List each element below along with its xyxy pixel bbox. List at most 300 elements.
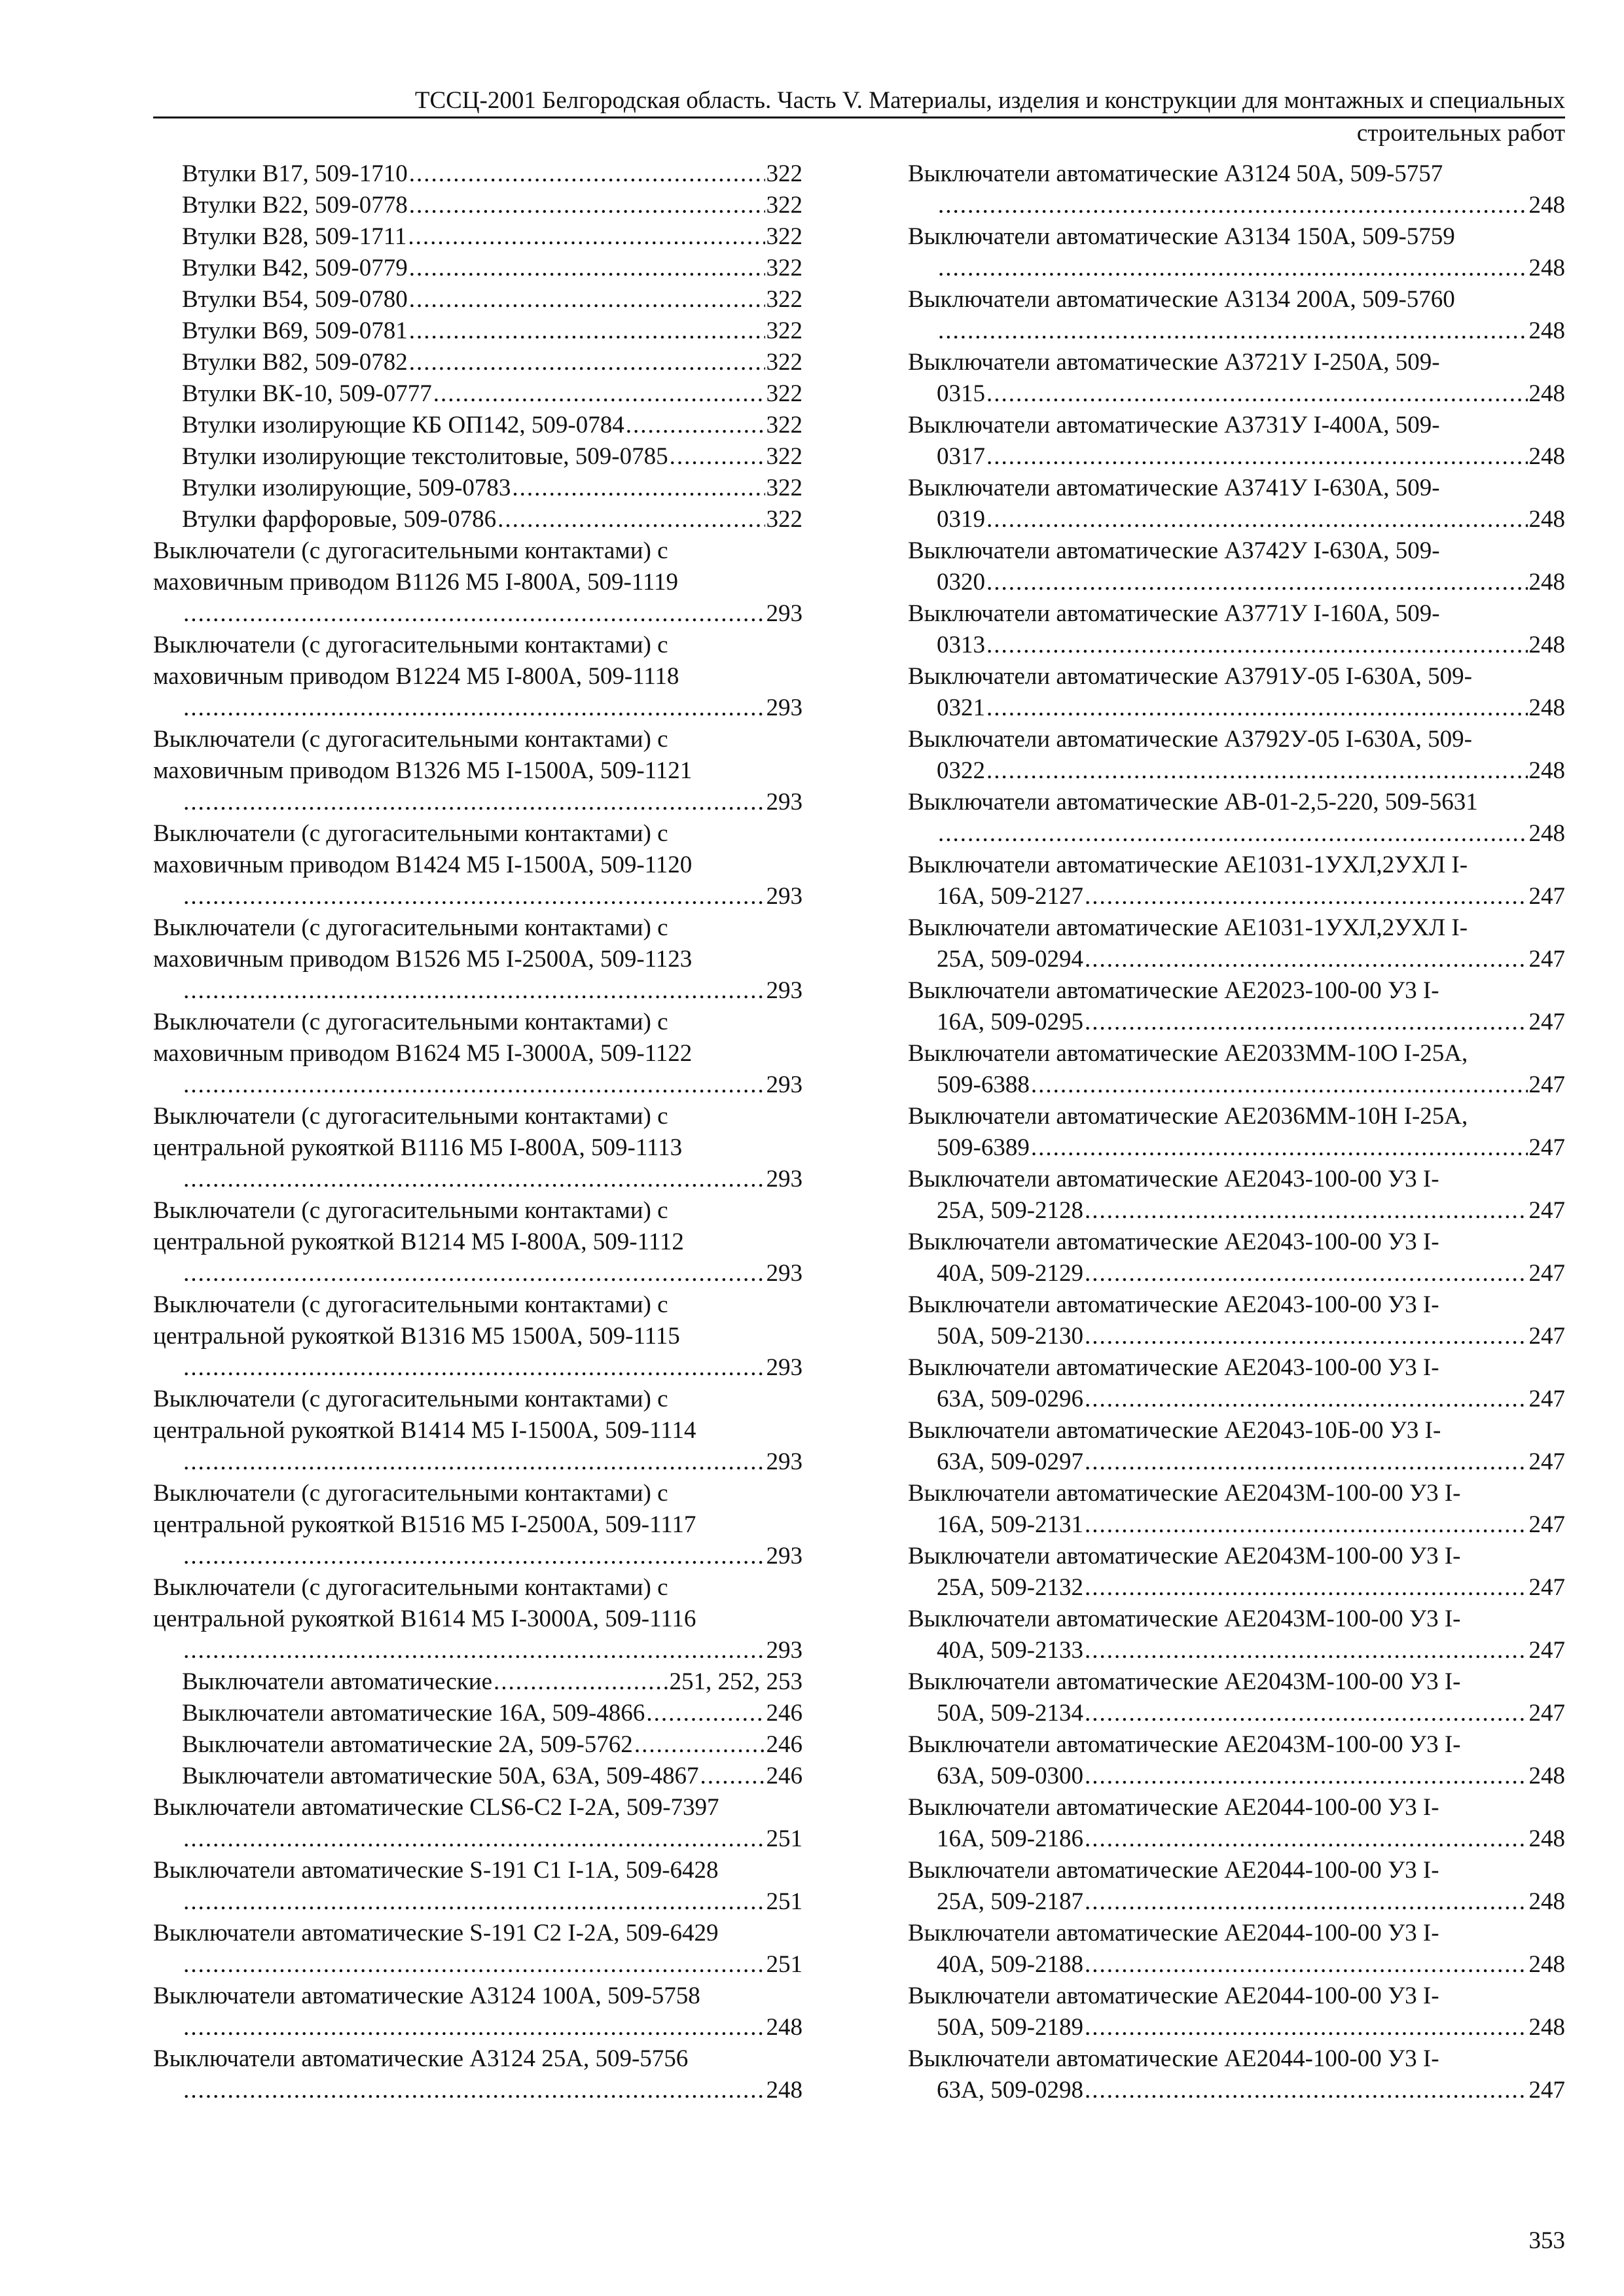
entry-label: 40А, 509-2133 xyxy=(937,1637,1084,1664)
entry-leader-line xyxy=(937,253,1565,284)
leader-dots xyxy=(183,1541,765,1572)
entry-page-ref: 247 xyxy=(1528,1260,1565,1287)
entry-page-ref: 248 xyxy=(1528,1888,1565,1915)
index-entry xyxy=(908,1981,1565,2043)
entry-page-ref: 247 xyxy=(1528,1511,1565,1538)
leader-dots xyxy=(1085,1572,1527,1604)
entry-label: 0315 xyxy=(937,380,985,407)
entry-leader-line xyxy=(182,410,803,441)
entry-text-line: маховичным приводом В1224 М5 I-800А, 509-1118 xyxy=(153,663,679,690)
leader-dots xyxy=(409,158,765,190)
index-entry xyxy=(908,975,1565,1038)
entry-leader-line xyxy=(182,787,803,818)
entry-leader-line xyxy=(182,2012,803,2043)
index-entry xyxy=(153,441,803,473)
entry-page-ref: 248 xyxy=(766,2077,803,2104)
leader-dots xyxy=(1085,1007,1527,1038)
entry-page-ref: 247 xyxy=(1528,1637,1565,1664)
index-entry xyxy=(153,818,803,912)
entry-leader-line xyxy=(182,378,803,410)
entry-text-line: Выключатели (с дугогасительными контактами) с xyxy=(153,914,668,941)
entry-label: 16А, 509-2127 xyxy=(937,883,1084,910)
entry-text-line: Выключатели автоматические АЕ2043М-100-00 У3 I- xyxy=(908,1731,1461,1758)
entry-leader-line xyxy=(182,1164,803,1195)
leader-dots xyxy=(986,441,1528,473)
entry-text-line: Выключатели (с дугогасительными контактами) с xyxy=(153,726,668,753)
entry-label: Втулки В17, 509-1710 xyxy=(182,160,408,187)
entry-label: Втулки В82, 509-0782 xyxy=(182,349,408,376)
entry-leader-line xyxy=(937,1321,1565,1352)
entry-label: 50А, 509-2134 xyxy=(937,1700,1084,1727)
entry-page-ref: 248 xyxy=(1528,255,1565,281)
entry-leader-line xyxy=(937,1886,1565,1918)
entry-label: 63А, 509-0300 xyxy=(937,1763,1084,1789)
entry-label: 0319 xyxy=(937,506,985,533)
entry-page-ref: 247 xyxy=(1528,1574,1565,1601)
entry-label: 50А, 509-2189 xyxy=(937,2014,1084,2041)
entry-page-ref: 322 xyxy=(766,286,803,313)
entry-text-line: маховичным приводом В1624 М5 I-3000А, 509-1122 xyxy=(153,1040,693,1067)
entry-text-line: центральной рукояткой В1414 М5 I-1500А, 509-1114 xyxy=(153,1417,696,1444)
entry-label: Втулки В28, 509-1711 xyxy=(182,223,407,250)
index-entry xyxy=(908,347,1565,410)
index-entry xyxy=(908,1415,1565,1478)
entry-page-ref: 247 xyxy=(1528,1071,1565,1098)
leader-dots xyxy=(409,284,765,315)
leader-dots xyxy=(626,410,765,441)
entry-leader-line xyxy=(182,473,803,504)
entry-leader-line xyxy=(182,1729,803,1761)
entry-text-line: маховичным приводом В1424 М5 I-1500А, 509-1120 xyxy=(153,852,693,878)
index-entry xyxy=(153,284,803,315)
index-entry xyxy=(908,724,1565,787)
entry-text-line: Выключатели автоматические АЕ1031-1УХЛ,2УХЛ I- xyxy=(908,914,1468,941)
leader-dots xyxy=(1085,1635,1527,1666)
entry-leader-line xyxy=(182,2075,803,2106)
entry-leader-line xyxy=(182,253,803,284)
index-entry xyxy=(153,2043,803,2106)
index-entry xyxy=(153,1289,803,1384)
leader-dots xyxy=(183,1258,765,1289)
index-entry xyxy=(153,1761,803,1792)
index-entry xyxy=(908,284,1565,347)
index-entry xyxy=(908,787,1565,850)
leader-dots xyxy=(183,1949,765,1981)
entry-text-line: Выключатели автоматические АЕ2023-100-00 У3 I- xyxy=(908,977,1439,1004)
index-entry xyxy=(908,661,1565,724)
index-entry xyxy=(153,315,803,347)
entry-leader-line xyxy=(182,504,803,535)
index-entry xyxy=(908,1729,1565,1792)
entry-leader-line xyxy=(182,1698,803,1729)
leader-dots xyxy=(938,315,1528,347)
entry-leader-line xyxy=(937,818,1565,850)
entry-text-line: маховичным приводом В1326 М5 I-1500А, 509-1121 xyxy=(153,757,693,784)
entry-page-ref: 322 xyxy=(766,255,803,281)
leader-dots xyxy=(1085,1321,1527,1352)
leader-dots xyxy=(408,221,765,253)
index-entry xyxy=(153,378,803,410)
leader-dots xyxy=(1085,1698,1527,1729)
index-entry xyxy=(153,158,803,190)
entry-text-line: Выключатели автоматические АЕ2043-100-00 У3 I- xyxy=(908,1291,1439,1318)
leader-dots xyxy=(183,598,765,630)
entry-label: Втулки В69, 509-0781 xyxy=(182,317,408,344)
entry-text-line: центральной рукояткой В1614 М5 I-3000А, 509-1116 xyxy=(153,1605,696,1632)
entry-text-line: Выключатели автоматические АЕ2044-100-00 У3 I- xyxy=(908,1794,1439,1821)
entry-text-line: Выключатели автоматические А3124 25А, 509-5756 xyxy=(153,2045,689,2072)
entry-page-ref: 248 xyxy=(1528,380,1565,407)
entry-page-ref: 247 xyxy=(1528,946,1565,973)
page-number: 353 xyxy=(1528,2227,1565,2254)
leader-dots xyxy=(183,787,765,818)
leader-dots xyxy=(183,1164,765,1195)
entry-page-ref: 247 xyxy=(1528,1009,1565,1035)
index-entry xyxy=(153,473,803,504)
entry-text-line: Выключатели автоматические А3771У I-160А, 509- xyxy=(908,600,1440,627)
entry-leader-line xyxy=(937,1572,1565,1604)
entry-leader-line xyxy=(937,1446,1565,1478)
leader-dots xyxy=(183,1635,765,1666)
entry-page-ref: 251 xyxy=(766,1951,803,1978)
entry-leader-line xyxy=(182,1761,803,1792)
index-entry xyxy=(153,1478,803,1572)
entry-leader-line xyxy=(182,1949,803,1981)
entry-page-ref: 293 xyxy=(766,600,803,627)
entry-text-line: Выключатели автоматические АЕ2044-100-00 У3 I- xyxy=(908,1982,1439,2009)
entry-page-ref: 248 xyxy=(1528,1951,1565,1978)
entry-page-ref: 322 xyxy=(766,475,803,501)
leader-dots xyxy=(670,441,765,473)
entry-leader-line xyxy=(937,1949,1565,1981)
entry-leader-line xyxy=(937,190,1565,221)
entry-leader-line xyxy=(182,158,803,190)
entry-text-line: Выключатели автоматические А3731У I-400А, 509- xyxy=(908,412,1440,439)
entry-label: 0321 xyxy=(937,694,985,721)
entry-label: 16А, 509-0295 xyxy=(937,1009,1084,1035)
entry-text-line: Выключатели (с дугогасительными контактами) с xyxy=(153,1291,668,1318)
index-entry xyxy=(153,1792,803,1855)
entry-label: 63А, 509-0296 xyxy=(937,1386,1084,1412)
index-entry xyxy=(153,1855,803,1918)
entry-text-line: центральной рукояткой В1214 М5 I-800А, 509-1112 xyxy=(153,1229,684,1255)
entry-leader-line xyxy=(182,1666,803,1698)
index-entry xyxy=(908,1855,1565,1918)
entry-page-ref: 248 xyxy=(1528,1763,1565,1789)
entry-text-line: Выключатели автоматические S-191 C2 I-2А, 509-6429 xyxy=(153,1920,719,1946)
entry-text-line: Выключатели (с дугогасительными контактами) с xyxy=(153,1103,668,1130)
leader-dots xyxy=(1085,1195,1527,1227)
entry-leader-line xyxy=(182,692,803,724)
entry-text-line: Выключатели автоматические АЕ2043М-100-00 У3 I- xyxy=(908,1605,1461,1632)
leader-dots xyxy=(1085,1886,1527,1918)
index-entry xyxy=(908,1604,1565,1666)
index-entry xyxy=(153,504,803,535)
entry-leader-line xyxy=(937,1258,1565,1289)
entry-label: Втулки фарфоровые, 509-0786 xyxy=(182,506,497,533)
index-entry xyxy=(153,1729,803,1761)
entry-leader-line xyxy=(937,1761,1565,1792)
entry-leader-line xyxy=(182,1823,803,1855)
entry-page-ref: 247 xyxy=(1528,1323,1565,1350)
index-entry xyxy=(153,724,803,818)
leader-dots xyxy=(183,1069,765,1101)
entry-page-ref: 248 xyxy=(1528,443,1565,470)
leader-dots xyxy=(183,881,765,912)
index-entry xyxy=(908,221,1565,284)
leader-dots xyxy=(986,504,1528,535)
entry-page-ref: 248 xyxy=(1528,820,1565,847)
index-entry xyxy=(908,1541,1565,1604)
entry-label: 25А, 509-2187 xyxy=(937,1888,1084,1915)
entry-text-line: Выключатели автоматические АЕ1031-1УХЛ,2УХЛ I- xyxy=(908,852,1468,878)
entry-leader-line xyxy=(937,881,1565,912)
entry-leader-line xyxy=(937,1007,1565,1038)
entry-page-ref: 293 xyxy=(766,1354,803,1381)
leader-dots xyxy=(183,975,765,1007)
entry-page-ref: 247 xyxy=(1528,1386,1565,1412)
entry-leader-line xyxy=(937,378,1565,410)
leader-dots xyxy=(938,818,1528,850)
index-entry xyxy=(908,1352,1565,1415)
entry-text-line: Выключатели автоматические АЕ2043-100-00 У3 I- xyxy=(908,1354,1439,1381)
entry-leader-line xyxy=(937,504,1565,535)
entry-leader-line xyxy=(937,944,1565,975)
entry-page-ref: 251, 252, 253 xyxy=(669,1668,803,1695)
leader-dots xyxy=(183,692,765,724)
entry-leader-line xyxy=(937,315,1565,347)
index-entry xyxy=(153,347,803,378)
leader-dots xyxy=(938,253,1528,284)
entry-text-line: Выключатели (с дугогасительными контактами) с xyxy=(153,1574,668,1601)
entry-leader-line xyxy=(182,1886,803,1918)
index-entry xyxy=(153,1101,803,1195)
index-entry xyxy=(908,535,1565,598)
leader-dots xyxy=(986,378,1528,410)
entry-leader-line xyxy=(182,284,803,315)
entry-leader-line xyxy=(182,1541,803,1572)
index-entry xyxy=(908,473,1565,535)
entry-leader-line xyxy=(182,1446,803,1478)
index-entry xyxy=(153,1698,803,1729)
leader-dots xyxy=(1085,1384,1527,1415)
entry-page-ref: 293 xyxy=(766,789,803,816)
index-entry xyxy=(908,1164,1565,1227)
index-entry xyxy=(153,253,803,284)
entry-leader-line xyxy=(937,1509,1565,1541)
leader-dots xyxy=(1085,1258,1527,1289)
index-entry xyxy=(908,598,1565,661)
index-entry xyxy=(153,410,803,441)
entry-text-line: Выключатели автоматические АЕ2044-100-00 У3 I- xyxy=(908,1920,1439,1946)
entry-text-line: Выключатели (с дугогасительными контактами) с xyxy=(153,632,668,658)
entry-label: Втулки ВК-10, 509-0777 xyxy=(182,380,432,407)
index-entry xyxy=(908,912,1565,975)
entry-leader-line xyxy=(937,1069,1565,1101)
leader-dots xyxy=(938,190,1528,221)
entry-page-ref: 247 xyxy=(1528,883,1565,910)
index-entry xyxy=(908,1038,1565,1101)
index-entry xyxy=(908,1918,1565,1981)
leader-dots xyxy=(512,473,765,504)
entry-page-ref: 248 xyxy=(1528,1825,1565,1852)
entry-leader-line xyxy=(937,692,1565,724)
index-entry xyxy=(153,1918,803,1981)
entry-leader-line xyxy=(182,190,803,221)
entry-label: 25А, 509-2128 xyxy=(937,1197,1084,1224)
entry-page-ref: 293 xyxy=(766,1543,803,1570)
entry-leader-line xyxy=(937,1384,1565,1415)
leader-dots xyxy=(1085,1761,1527,1792)
entry-text-line: Выключатели автоматические А3721У I-250А, 509- xyxy=(908,349,1440,376)
index-entry xyxy=(908,1101,1565,1164)
entry-label: 0313 xyxy=(937,632,985,658)
entry-page-ref: 322 xyxy=(766,443,803,470)
entry-text-line: Выключатели автоматические А3124 50А, 509-5757 xyxy=(908,160,1443,187)
leader-dots xyxy=(409,253,765,284)
entry-page-ref: 248 xyxy=(1528,694,1565,721)
header-line-2: строительных работ xyxy=(1356,120,1565,147)
entry-text-line: Выключатели автоматические А3742У I-630А, 509- xyxy=(908,537,1440,564)
index-column-left xyxy=(153,158,803,2106)
entry-page-ref: 248 xyxy=(1528,317,1565,344)
entry-label: Втулки изолирующие текстолитовые, 509-0785 xyxy=(182,443,668,470)
leader-dots xyxy=(1085,1823,1527,1855)
entry-page-ref: 246 xyxy=(766,1731,803,1758)
entry-text-line: Выключатели (с дугогасительными контактами) с xyxy=(153,1480,668,1507)
leader-dots xyxy=(986,567,1528,598)
index-entry xyxy=(153,535,803,630)
entry-leader-line xyxy=(937,2012,1565,2043)
entry-page-ref: 246 xyxy=(766,1763,803,1789)
leader-dots xyxy=(494,1666,668,1698)
entry-page-ref: 322 xyxy=(766,192,803,219)
entry-leader-line xyxy=(182,1258,803,1289)
entry-leader-line xyxy=(182,975,803,1007)
entry-text-line: центральной рукояткой В1516 М5 I-2500А, 509-1117 xyxy=(153,1511,696,1538)
leader-dots xyxy=(183,1352,765,1384)
entry-label: 16А, 509-2131 xyxy=(937,1511,1084,1538)
index-entry xyxy=(153,630,803,724)
entry-leader-line xyxy=(182,598,803,630)
entry-leader-line xyxy=(182,1352,803,1384)
entry-label: 0320 xyxy=(937,569,985,596)
entry-label: 40А, 509-2129 xyxy=(937,1260,1084,1287)
entry-page-ref: 246 xyxy=(766,1700,803,1727)
entry-label: 25А, 509-2132 xyxy=(937,1574,1084,1601)
index-entry xyxy=(908,850,1565,912)
leader-dots xyxy=(1085,1509,1527,1541)
entry-label: Выключатели автоматические 2А, 509-5762 xyxy=(182,1731,633,1758)
index-entry xyxy=(908,1792,1565,1855)
index-entry xyxy=(153,912,803,1007)
entry-label: Выключатели автоматические 16А, 509-4866 xyxy=(182,1700,645,1727)
entry-page-ref: 293 xyxy=(766,1448,803,1475)
entry-label: Втулки В42, 509-0779 xyxy=(182,255,408,281)
entry-label: 25А, 509-0294 xyxy=(937,946,1084,973)
entry-text-line: Выключатели автоматические АЕ2036ММ-10Н I-25А, xyxy=(908,1103,1468,1130)
entry-leader-line xyxy=(937,755,1565,787)
entry-leader-line xyxy=(182,881,803,912)
entry-leader-line xyxy=(937,1635,1565,1666)
index-entry xyxy=(908,410,1565,473)
leader-dots xyxy=(986,755,1528,787)
index-entry xyxy=(908,1227,1565,1289)
entry-page-ref: 248 xyxy=(1528,757,1565,784)
entry-text-line: Выключатели автоматические АЕ2043-100-00 У3 I- xyxy=(908,1229,1439,1255)
entry-leader-line xyxy=(182,221,803,253)
entry-leader-line xyxy=(937,1132,1565,1164)
index-entry xyxy=(153,1666,803,1698)
index-entry xyxy=(908,2043,1565,2106)
entry-page-ref: 247 xyxy=(1528,2077,1565,2104)
entry-page-ref: 322 xyxy=(766,380,803,407)
index-entry xyxy=(153,1007,803,1101)
entry-page-ref: 322 xyxy=(766,349,803,376)
index-column-right xyxy=(908,158,1565,2106)
leader-dots xyxy=(409,315,765,347)
entry-page-ref: 293 xyxy=(766,1166,803,1193)
entry-label: 16А, 509-2186 xyxy=(937,1825,1084,1852)
entry-label: 0317 xyxy=(937,443,985,470)
entry-text-line: Выключатели автоматические АЕ2044-100-00 У3 I- xyxy=(908,2045,1439,2072)
page-header xyxy=(153,85,1565,147)
entry-leader-line xyxy=(937,630,1565,661)
leader-dots xyxy=(183,1446,765,1478)
entry-leader-line xyxy=(182,1635,803,1666)
entry-label: 509-6389 xyxy=(937,1134,1030,1161)
entry-label: 509-6388 xyxy=(937,1071,1030,1098)
entry-label: Выключатели автоматические xyxy=(182,1668,493,1695)
entry-text-line: Выключатели автоматические CLS6-C2 I-2А, 509-7397 xyxy=(153,1794,719,1821)
entry-text-line: Выключатели автоматические А3134 150А, 509-5759 xyxy=(908,223,1455,250)
entry-leader-line xyxy=(182,315,803,347)
leader-dots xyxy=(634,1729,765,1761)
leader-dots xyxy=(433,378,765,410)
entry-page-ref: 248 xyxy=(766,2014,803,2041)
entry-text-line: Выключатели автоматические А3741У I-630А, 509- xyxy=(908,475,1440,501)
entry-leader-line xyxy=(937,567,1565,598)
index-entry xyxy=(153,1384,803,1478)
entry-page-ref: 247 xyxy=(1528,1448,1565,1475)
leader-dots xyxy=(1085,881,1527,912)
leader-dots xyxy=(409,190,765,221)
entry-text-line: Выключатели (с дугогасительными контактами) с xyxy=(153,1009,668,1035)
index-entry xyxy=(908,1478,1565,1541)
index-entry xyxy=(153,190,803,221)
entry-text-line: Выключатели автоматические А3791У-05 I-630А, 509- xyxy=(908,663,1472,690)
leader-dots xyxy=(1085,2012,1527,2043)
leader-dots xyxy=(409,347,765,378)
entry-text-line: Выключатели автоматические АЕ2043-100-00 У3 I- xyxy=(908,1166,1439,1193)
entry-leader-line xyxy=(937,2075,1565,2106)
leader-dots xyxy=(1085,944,1527,975)
entry-text-line: Выключатели автоматические АЕ2044-100-00 У3 I- xyxy=(908,1857,1439,1884)
index-entry xyxy=(153,1981,803,2043)
leader-dots xyxy=(497,504,765,535)
index-entry xyxy=(153,1572,803,1666)
entry-text-line: маховичным приводом В1526 М5 I-2500А, 509-1123 xyxy=(153,946,693,973)
entry-page-ref: 247 xyxy=(1528,1700,1565,1727)
entry-page-ref: 322 xyxy=(766,412,803,439)
entry-leader-line xyxy=(937,441,1565,473)
entry-page-ref: 322 xyxy=(766,506,803,533)
entry-leader-line xyxy=(182,441,803,473)
entry-text-line: Выключатели автоматические А3134 200А, 509-5760 xyxy=(908,286,1455,313)
entry-page-ref: 293 xyxy=(766,1071,803,1098)
header-line-1: ТССЦ-2001 Белгородская область. Часть V. Материалы, изделия и конструкции для монтажных и специальных xyxy=(414,87,1565,114)
entry-leader-line xyxy=(937,1698,1565,1729)
